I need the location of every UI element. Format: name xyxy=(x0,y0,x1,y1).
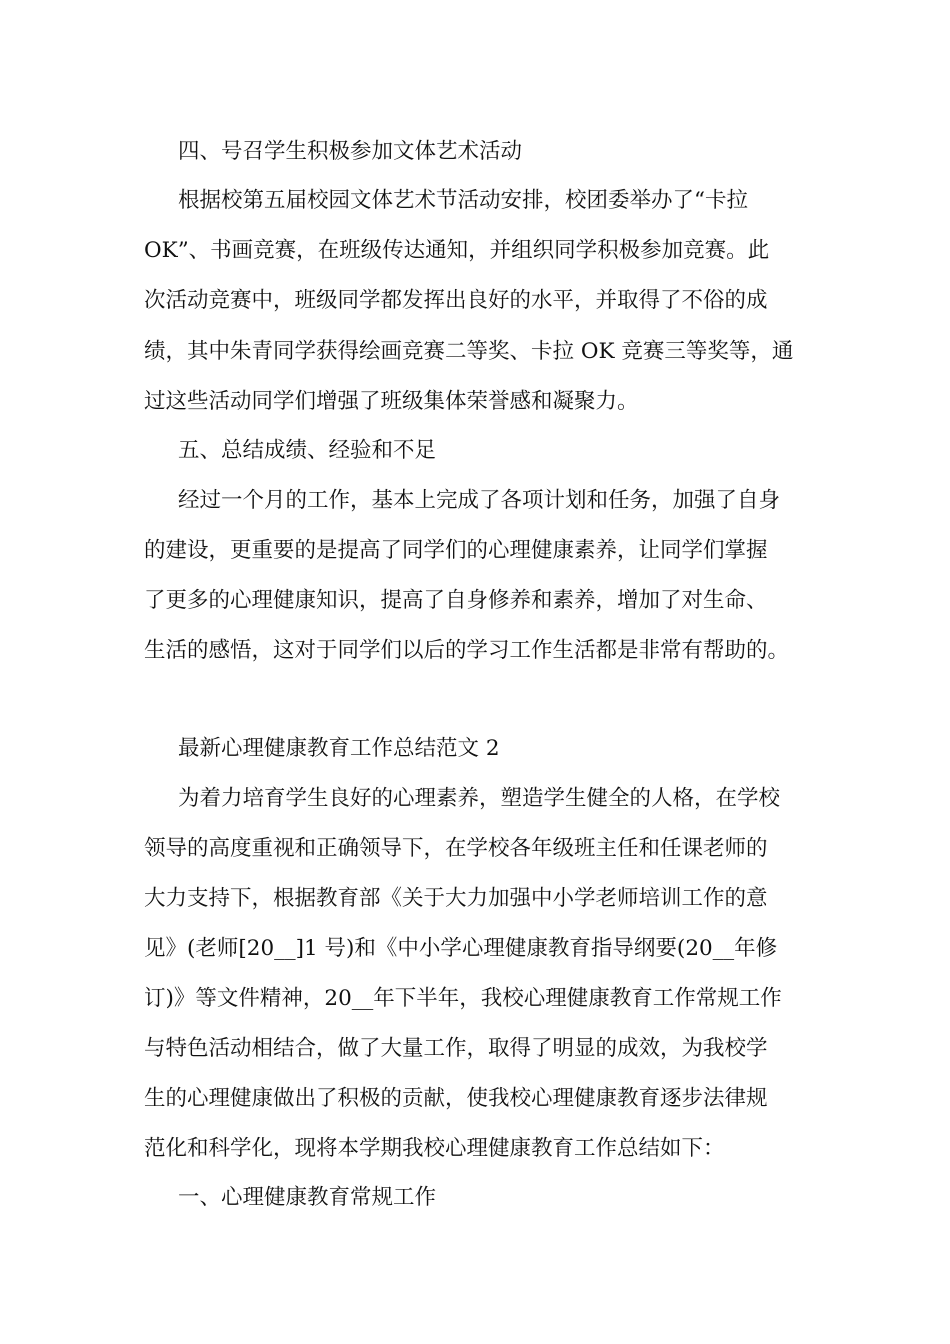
article-2-paragraph-line: 范化和科学化，现将本学期我校心理健康教育工作总结如下： xyxy=(144,1136,725,1161)
section-4-paragraph-line: 根据校第五届校园文体艺术节活动安排，校团委举办了“卡拉 xyxy=(178,188,748,213)
section-4-paragraph-line: 次活动竞赛中，班级同学都发挥出良好的水平，并取得了不俗的成 xyxy=(144,288,768,313)
article-2-paragraph-line: 大力支持下，根据教育部《关于大力加强中小学老师培训工作的意 xyxy=(144,886,768,911)
section-4-paragraph-line: 过这些活动同学们增强了班级集体荣誉感和凝聚力。 xyxy=(144,389,639,414)
section-4-paragraph-line: 绩，其中朱青同学获得绘画竞赛二等奖、卡拉 OK 竞赛三等奖等，通 xyxy=(144,339,794,364)
article-2-paragraph-line: 订)》等文件精神，20__年下半年，我校心理健康教育工作常规工作 xyxy=(144,986,782,1011)
section-5-paragraph-line: 了更多的心理健康知识，提高了自身修养和素养，增加了对生命、 xyxy=(144,588,768,613)
section-5-paragraph-line: 生活的感悟，这对于同学们以后的学习工作生活都是非常有帮助的。 xyxy=(144,638,790,663)
section-5-paragraph-line: 的建设，更重要的是提高了同学们的心理健康素养，让同学们掌握 xyxy=(144,538,768,563)
article-2-paragraph-line: 为着力培育学生良好的心理素养，塑造学生健全的人格，在学校 xyxy=(178,786,781,811)
article-2-title: 最新心理健康教育工作总结范文 2 xyxy=(178,736,500,761)
section-4-heading: 四、号召学生积极参加文体艺术活动 xyxy=(178,139,523,164)
section-5-heading: 五、总结成绩、经验和不足 xyxy=(178,438,437,463)
section-5-paragraph-line: 经过一个月的工作，基本上完成了各项计划和任务，加强了自身 xyxy=(178,488,781,513)
article-2-paragraph-line: 领导的高度重视和正确领导下，在学校各年级班主任和任课老师的 xyxy=(144,836,768,861)
section-4-paragraph-line: OK”、书画竞赛，在班级传达通知，并组织同学积极参加竞赛。此 xyxy=(144,238,770,263)
article-2-paragraph-line: 见》(老师[20__]1 号)和《中小学心理健康教育指导纲要(20__年修 xyxy=(144,936,778,961)
article-2-paragraph-line: 生的心理健康做出了积极的贡献，使我校心理健康教育逐步法律规 xyxy=(144,1086,768,1111)
article-2-subheading: 一、心理健康教育常规工作 xyxy=(178,1185,437,1210)
article-2-paragraph-line: 与特色活动相结合，做了大量工作，取得了明显的成效，为我校学 xyxy=(144,1036,768,1061)
